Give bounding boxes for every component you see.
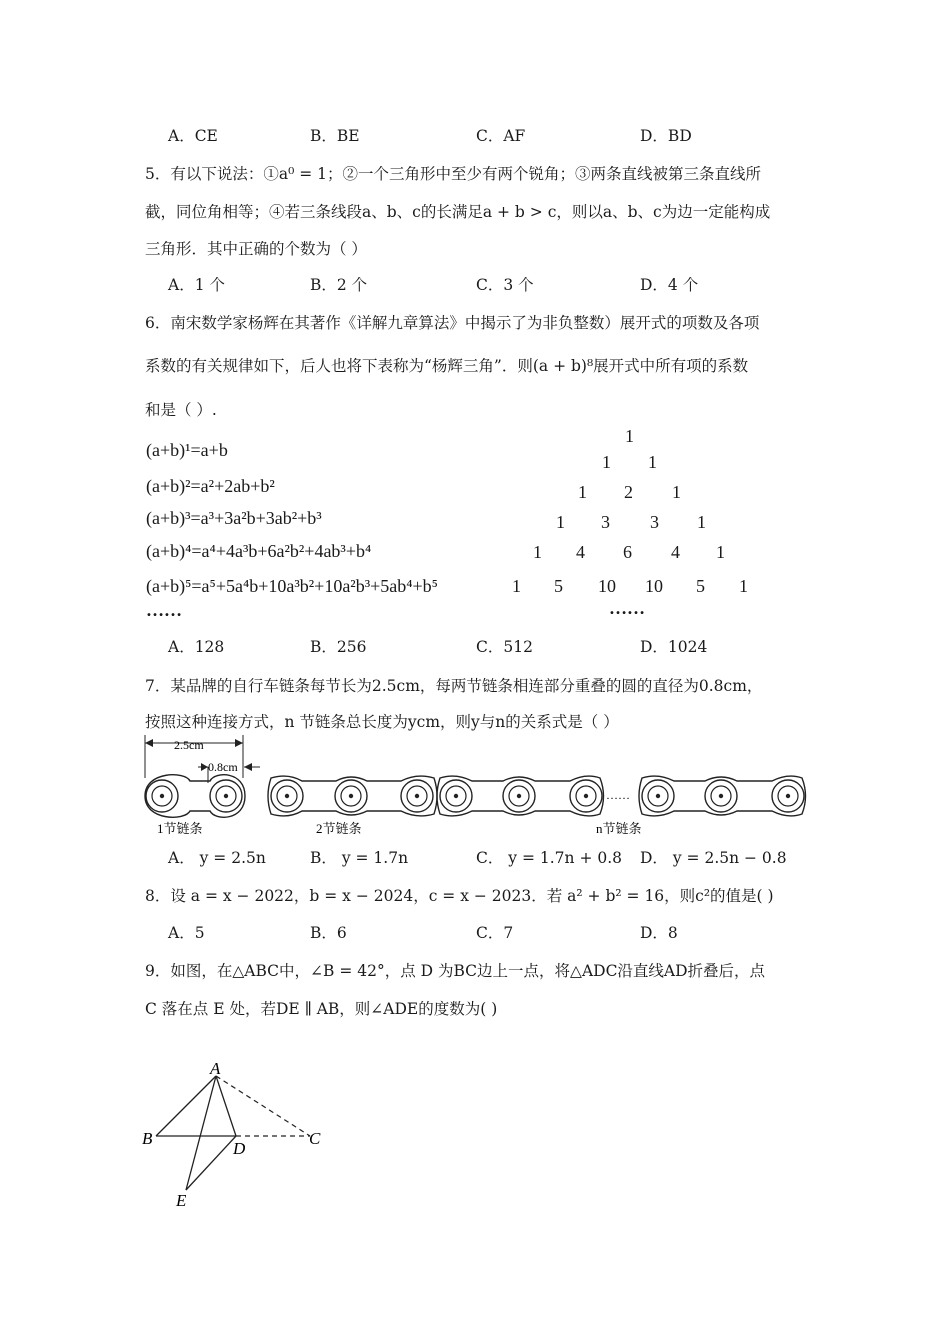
triangle-figure [138, 1060, 338, 1210]
point-label-c: C [309, 1129, 321, 1148]
triangle-number: 1 [672, 482, 681, 502]
segment-ac [216, 1076, 310, 1136]
q5-line-3: 三角形．其中正确的个数为（ ） [145, 240, 367, 258]
chain-figure [140, 733, 812, 839]
label-1-link: 1节链条 [157, 821, 203, 836]
q6-line-3: 和是（ ）. [145, 401, 217, 419]
triangle-number: 5 [696, 576, 705, 596]
q4-option-c: C．AF [476, 127, 526, 145]
q4-option-a: A．CE [168, 127, 218, 145]
point-label-e: E [176, 1191, 187, 1210]
triangle-number: 5 [554, 576, 563, 596]
triangle-number: 1 [716, 542, 725, 562]
chain-ellipsis: …… [606, 788, 630, 802]
triangle-number: 4 [576, 542, 585, 562]
q6-line-1: 6．南宋数学家杨辉在其著作《详解九章算法》中揭示了为非负整数）展开式的项数及各项 [145, 314, 760, 332]
q8-option-c: C．7 [476, 924, 514, 942]
triangle-number: 6 [623, 542, 632, 562]
triangle-number: 1 [602, 452, 611, 472]
chain-1-link [145, 775, 245, 817]
point-label-a: A [210, 1060, 221, 1078]
triangle-number: 1 [697, 512, 706, 532]
q6-option-c: C．512 [476, 638, 533, 656]
chain-2-links [268, 776, 437, 816]
q5-option-a: A．1 个 [168, 276, 225, 294]
label-n-links: n节链条 [596, 821, 642, 836]
q7-option-c: C． y = 1.7n + 0.8 [476, 849, 623, 867]
q7-line-1: 7．某品牌的自行车链条每节长为2.5cm，每两节链条相连部分重叠的圆的直径为0.8cm， [145, 677, 763, 695]
q9-line-1: 9．如图，在△ABC中，∠B = 42°，点 D 为BC边上一点，将△ADC沿直线AD折叠后，点 [145, 962, 766, 980]
triangle-number: 1 [512, 576, 521, 596]
q6-expansion-more: …… [146, 600, 182, 620]
q6-expansion-3: (a+b)³=a³+3a²b+3ab²+b³ [146, 508, 322, 528]
q6-expansion-5: (a+b)⁵=a⁵+5a⁴b+10a³b²+10a²b³+5ab⁴+b⁵ [146, 576, 438, 596]
q7-option-b: B． y = 1.7n [310, 849, 409, 867]
q6-option-b: B．256 [310, 638, 367, 656]
point-label-d: D [233, 1139, 246, 1158]
q6-expansion-2: (a+b)²=a²+2ab+b² [146, 476, 275, 496]
q7-option-a: A． y = 2.5n [168, 849, 266, 867]
dim-length-label: 2.5cm [174, 738, 204, 752]
triangle-number: 1 [648, 452, 657, 472]
triangle-number: 1 [533, 542, 542, 562]
q6-option-a: A．128 [168, 638, 225, 656]
q5-option-c: C．3 个 [476, 276, 534, 294]
label-2-links: 2节链条 [316, 821, 362, 836]
q6-option-d: D．1024 [640, 638, 708, 656]
triangle-number: 2 [624, 482, 633, 502]
q8-option-a: A．5 [168, 924, 205, 942]
q6-expansion-1: (a+b)¹=a+b [146, 440, 228, 460]
q5-option-b: B．2 个 [310, 276, 368, 294]
triangle-more: …… [609, 598, 645, 618]
q8-option-b: B．6 [310, 924, 347, 942]
triangle-number: 1 [625, 426, 634, 446]
q4-option-b: B．BE [310, 127, 360, 145]
triangle-number: 1 [578, 482, 587, 502]
triangle-number: 4 [671, 542, 680, 562]
segment-ab [156, 1076, 216, 1136]
q6-expansion-4: (a+b)⁴=a⁴+4a³b+6a²b²+4ab³+b⁴ [146, 541, 372, 561]
triangle-number: 1 [739, 576, 748, 596]
point-label-b: B [142, 1129, 153, 1148]
q9-line-2: C 落在点 E 处，若DE ∥ AB，则∠ADE的度数为( ) [145, 1000, 498, 1018]
q5-option-d: D．4 个 [640, 276, 699, 294]
q6-line-2: 系数的有关规律如下，后人也将下表称为“杨辉三角”．则(a + b)⁸展开式中所有项的系数 [145, 357, 749, 375]
chain-n-links-end [639, 776, 806, 816]
q7-option-d: D． y = 2.5n − 0.8 [640, 849, 787, 867]
q4-option-d: D．BD [640, 127, 692, 145]
q5-line-1: 5．有以下说法：①a⁰ = 1；②一个三角形中至少有两个锐角；③两条直线被第三条直线所 [145, 165, 762, 183]
triangle-number: 10 [645, 576, 663, 596]
q8-line-1: 8．设 a = x − 2022，b = x − 2024，c = x − 2023．若 a² + b² = 16，则c²的值是( ) [145, 887, 774, 905]
triangle-number: 3 [650, 512, 659, 532]
q8-option-d: D．8 [640, 924, 678, 942]
dim-overlap-label: 0.8cm [208, 760, 238, 774]
triangle-number: 10 [598, 576, 616, 596]
q7-line-2: 按照这种连接方式，n 节链条总长度为ycm，则y与n的关系式是（ ） [145, 713, 619, 731]
triangle-number: 3 [601, 512, 610, 532]
triangle-number: 1 [556, 512, 565, 532]
segment-ad [216, 1076, 236, 1136]
q5-line-2: 截，同位角相等；④若三条线段a、b、c的长满足a + b > c，则以a、b、c为边一定能构成 [145, 203, 771, 221]
chain-n-links-start [437, 776, 604, 816]
